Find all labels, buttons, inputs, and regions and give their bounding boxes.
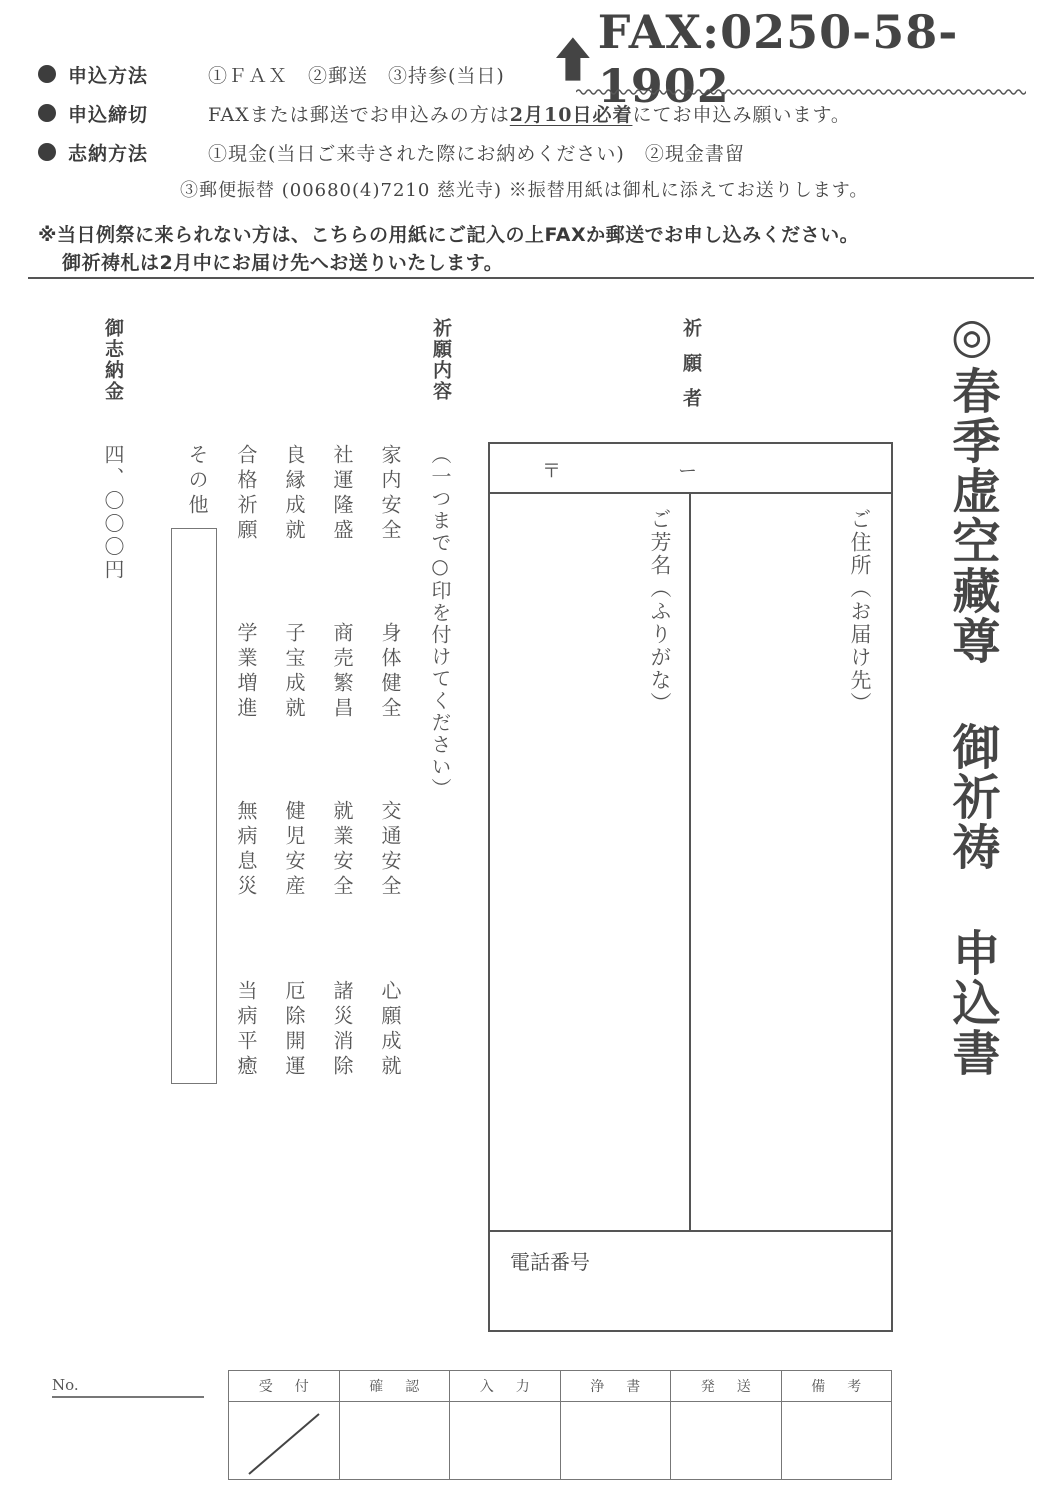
prayer-option[interactable]: 社運隆盛 [330,444,354,544]
name-field[interactable] [490,494,689,1230]
prayer-option[interactable]: 無病息災 [234,800,258,900]
office-cell-remarks[interactable] [781,1402,892,1480]
prayer-option[interactable]: 学業増進 [234,622,258,722]
address-field[interactable] [691,494,891,1230]
address-label: ご住所（お届け先） [848,508,872,715]
bullet-icon [38,104,56,122]
office-col-header: 発送 [671,1371,782,1402]
payment-label: 志納方法 [68,142,149,165]
divider [28,277,1034,279]
deadline-text-after: にてお申込み願います。 [632,103,851,126]
prayer-option[interactable]: 良縁成就 [282,444,306,544]
prayer-option[interactable]: 商売繁昌 [330,622,354,722]
postal-code-field[interactable] [490,444,891,492]
phone-label: 電話番号 [510,1250,590,1274]
prayer-heading: 祈願内容 [430,318,452,402]
notice-line-2: 御祈祷札は2月中にお届け先へお送りいたします。 [62,252,504,274]
no-field-line[interactable] [52,1396,204,1398]
applicant-heading: 祈願者 [680,318,702,423]
prayer-option[interactable]: 身体健全 [378,622,402,722]
slash-mark-icon [229,1402,339,1484]
postal-dash: ー [678,460,698,482]
prayer-option[interactable]: 就業安全 [330,800,354,900]
offering-amount: 四、〇〇〇円 [101,444,125,582]
deadline-text-before: FAXまたは郵送でお申込みの方は [208,103,510,126]
prayer-option[interactable]: 家内安全 [378,444,402,544]
form-title-2: 御祈祷 [944,722,1000,872]
office-col-header: 入力 [450,1371,561,1402]
deadline-label: 申込締切 [68,103,149,126]
wavy-underline [576,88,1026,96]
postal-mark: 〒 [542,460,562,482]
prayer-instruction: （一つまで○印を付けてください） [428,444,452,800]
prayer-option[interactable]: 合格祈願 [234,444,258,544]
payment-row-2 [180,174,868,204]
bullet-icon [38,143,56,161]
prayer-option[interactable]: 心願成就 [378,980,402,1080]
office-cell-clean-copy[interactable] [560,1402,671,1480]
prayer-option[interactable]: 健児安産 [282,800,306,900]
method-text: ①ＦＡＸ ②郵送 ③持参(当日) [208,64,505,87]
payment-text: ①現金(当日ご来寺された際にお納めください) ②現金書留 [208,142,745,165]
up-arrow-icon [556,36,590,82]
office-cell-reception[interactable] [229,1402,340,1480]
office-col-header: 浄書 [560,1371,671,1402]
prayer-option[interactable]: 厄除開運 [282,980,306,1080]
method-label: 申込方法 [68,64,149,87]
prayer-option[interactable]: 当病平癒 [234,980,258,1080]
payment-row [38,137,745,167]
phone-field[interactable] [490,1232,891,1330]
other-label: その他 [185,444,209,519]
office-cell-confirm[interactable] [339,1402,450,1480]
bullet-icon [38,65,56,83]
method-row [38,59,505,89]
form-title-1: ◎春季虚空藏尊 [944,308,1000,666]
form-title-3: 申込書 [944,928,1000,1078]
office-col-header: 受付 [229,1371,340,1402]
fax-label: FAX:0250-58-1902 [597,5,959,113]
office-cell-input[interactable] [450,1402,561,1480]
office-col-header: 備考 [781,1371,892,1402]
payment-text-2: ③郵便振替 (00680(4)7210 慈光寺) ※振替用紙は御札に添えてお送りします。 [180,180,869,201]
office-col-header: 確認 [339,1371,450,1402]
other-input-box[interactable] [171,528,217,1084]
prayer-option[interactable]: 諸災消除 [330,980,354,1080]
fax-number [556,5,1060,113]
prayer-option[interactable]: 子宝成就 [282,622,306,722]
notice-line-1: ※当日例祭に来られない方は、こちらの用紙にご記入の上FAXか郵送でお申し込みください。 [38,224,860,246]
office-use-table [228,1370,892,1480]
prayer-option[interactable]: 交通安全 [378,800,402,900]
offering-heading: 御志納金 [102,318,124,402]
name-label: ご芳名（ふりがな） [648,508,672,715]
deadline-date: 2月10日必着 [509,103,633,126]
office-cell-shipping[interactable] [671,1402,782,1480]
no-label: No. [52,1376,79,1394]
